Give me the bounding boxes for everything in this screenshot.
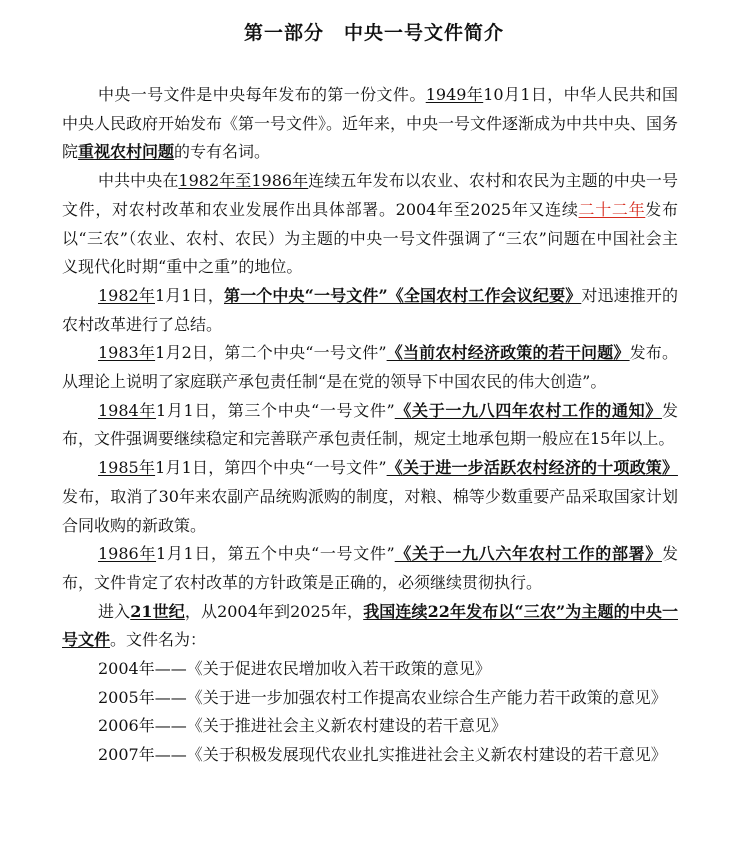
underlined-year: 1983年 <box>98 343 156 363</box>
text: 发布，文件肯定了农村改革的方针政策是正确的，必须继续贯彻执行。 <box>62 544 678 592</box>
list-item-2004: 2004年——《关于促进农民增加收入若干政策的意见》 <box>98 659 491 679</box>
text: 。文件名为： <box>110 630 207 650</box>
text: 10月1日，中华人民共和国中央人民政府开始发布《第一号文件》。近年来，中央一号文件逐渐成为中共中央、国务院 <box>62 85 679 162</box>
text: 连续五年发布以农业、农村和农民为主题的中央一号文件，对农村改革和农业发展作出具体部署。2004年至2025年又连续 <box>62 171 678 219</box>
red-underlined-count: 二十二年 <box>578 199 646 219</box>
text: 发布。从理论上说明了家庭联产承包责任制“是在党的领导下中国农民的伟大创造”。 <box>62 343 678 392</box>
underlined-year: 1984年 <box>98 400 157 420</box>
text: 1月1日， <box>154 285 224 305</box>
underlined-years: 1982年至1986年 <box>178 171 309 191</box>
list-item-2006: 2006年——《关于推进社会主义新农村建设的若干意见》 <box>98 716 507 736</box>
underlined-year: 1982年 <box>98 285 155 305</box>
underlined-year: 1986年 <box>98 544 157 564</box>
document-title: 《关于一九八六年农村工作的部署》 <box>394 544 662 564</box>
paragraph-1986 <box>62 540 678 597</box>
paragraph-1985 <box>62 454 678 540</box>
text: 中央一号文件是中央每年发布的第一份文件。 <box>98 85 426 104</box>
list-item-2005: 2005年——《关于进一步加强农村工作提高农业综合生产能力若干政策的意见》 <box>98 687 667 707</box>
underlined-keyword: 重视农村问题 <box>78 142 175 162</box>
underlined-year: 1949年 <box>425 85 484 104</box>
text: 1月1日，第三个中央“一号文件” <box>156 400 395 420</box>
underlined-keyword: 我国连续22年发布以“三农”为主题的中央一号文件 <box>62 601 678 650</box>
underlined-century: 21世纪 <box>130 601 185 621</box>
text: ，从2004年到2025年， <box>184 601 364 621</box>
text: 进入 <box>98 601 131 621</box>
underlined-year: 1985年 <box>98 458 156 478</box>
paragraph-21st-century <box>62 598 678 655</box>
text: 对迅速推开的农村改革进行了总结。 <box>62 285 678 334</box>
text: 发布以“三农”（农业、农村、农民）为主题的中央一号文件强调了“三农”问题在中国社会主义现代化时期“重中之重”的地位。 <box>62 199 678 277</box>
document-title: 《当前农村经济政策的若干问题》 <box>386 343 630 363</box>
text: 1月2日，第二个中央“一号文件” <box>155 343 387 363</box>
page-title: 第一部分 中央一号文件简介 <box>243 22 504 44</box>
paragraph-1982 <box>62 282 678 339</box>
document-title: 第一个中央“一号文件”《全国农村工作会议纪要》 <box>223 285 582 305</box>
paragraph-intro <box>62 81 678 167</box>
paragraph-1983 <box>62 339 678 396</box>
paragraph-1984 <box>62 397 678 454</box>
text: 的专有名词。 <box>174 142 271 162</box>
text: 1月1日，第四个中央“一号文件” <box>155 458 387 478</box>
text: 发布，取消了30年来农副产品统购派购的制度，对粮、棉等少数重要产品采取国家计划合同收购的新政策。 <box>62 486 678 535</box>
text: 1月1日，第五个中央“一号文件” <box>156 544 395 564</box>
list-item-2007: 2007年——《关于积极发展现代农业扎实推进社会主义新农村建设的若干意见》 <box>98 745 667 765</box>
text: 发布，文件强调要继续稳定和完善联产承包责任制，规定土地承包期一般应在15年以上。 <box>62 400 678 449</box>
paragraph-history <box>62 167 678 282</box>
document-title: 《关于进一步活跃农村经济的十项政策》 <box>386 458 678 478</box>
document-title: 《关于一九八四年农村工作的通知》 <box>394 400 662 420</box>
document-body <box>62 81 678 770</box>
text: 中共中央在 <box>98 171 179 191</box>
